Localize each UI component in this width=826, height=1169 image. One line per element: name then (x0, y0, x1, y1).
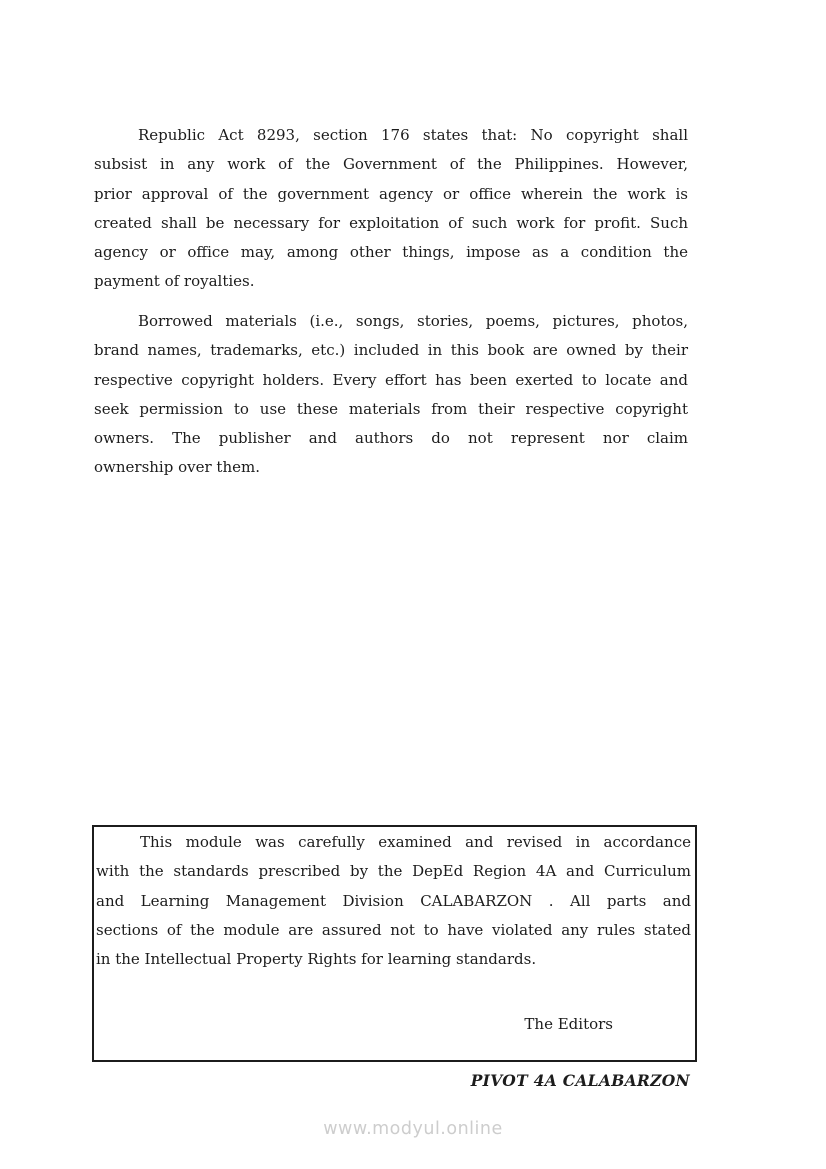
paragraph-line: Republic Act 8293, section 176 states that: No copyright shall (138, 126, 688, 144)
paragraph-line: brand names, trademarks, etc.) included in this book are owned by their (94, 341, 688, 360)
watermark-text: www.modyul.online (323, 1119, 503, 1139)
editors-signature: The Editors (524, 1015, 613, 1034)
paragraph-line: and Learning Management Division CALABARZON . All parts and (96, 891, 691, 910)
borrowed-materials-paragraph (94, 307, 688, 483)
paragraph-line: ownership over them. (94, 458, 260, 477)
paragraph-line: respective copyright holders. Every effort has been exerted to locate and (94, 370, 688, 389)
paragraph-line: in the Intellectual Property Rights for learning standards. (96, 950, 537, 969)
copyright-notice-paragraph (94, 121, 688, 297)
paragraph-line: subsist in any work of the Government of the Philippines. However, (94, 155, 688, 174)
paragraph-line: prior approval of the government agency or office wherein the work is (94, 184, 688, 203)
paragraph-line: This module was carefully examined and revised in accordance (140, 833, 691, 851)
pivot-brand-label: PIVOT 4A CALABARZON (470, 1071, 690, 1090)
paragraph-line: seek permission to use these materials from their respective copyright (94, 399, 688, 418)
paragraph-line: sections of the module are assured not to have violated any rules stated (96, 920, 691, 939)
paragraph-line: created shall be necessary for exploitation of such work for profit. Such (94, 213, 688, 232)
paragraph-line: Borrowed materials (i.e., songs, stories, poems, pictures, photos, (138, 312, 688, 330)
paragraph-line: agency or office may, among other things, impose as a condition the (94, 243, 688, 262)
revision-statement-box (92, 825, 697, 1062)
paragraph-line: payment of royalties. (94, 272, 255, 291)
paragraph-line: owners. The publisher and authors do not represent nor claim (94, 429, 688, 448)
paragraph-line: with the standards prescribed by the DepEd Region 4A and Curriculum (96, 862, 691, 881)
